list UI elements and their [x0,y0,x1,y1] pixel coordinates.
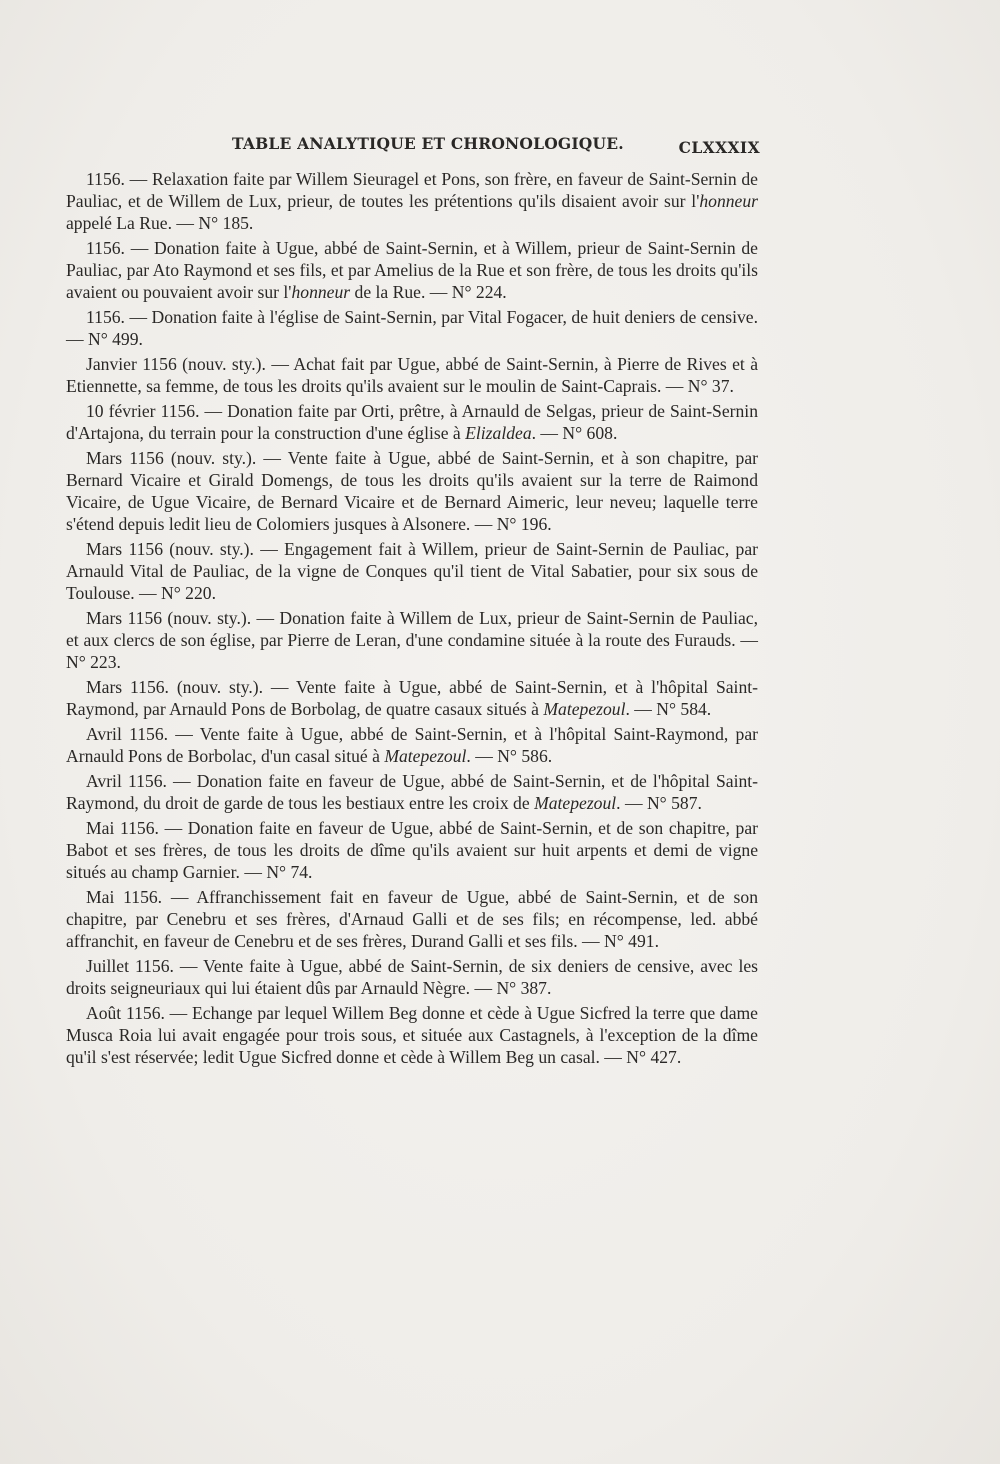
entry: Avril 1156. — Vente faite à Ugue, abbé de Saint-Sernin, et à l'hôpital Saint-Raymond, par Arnauld Pons de Borbolac, d'un casal situé à Matepezoul. — N° 586. [66,724,758,766]
entry: Août 1156. — Echange par lequel Willem Beg donne et cède à Ugue Sicfred la terre que dame Musca Roia lui avait engagée pour trois sous, et située aux Castagnels, à l'exception de la dîme qu'il s'est réservée; ledit Ugue Sicfred donne et cède à Willem Beg un casal. — N° 427. [66,1003,758,1067]
entry: Mai 1156. — Affranchissement fait en faveur de Ugue, abbé de Saint-Sernin, et de son chapitre, par Cenebru et ses frères, d'Arnaud Galli et de ses fils; en récompense, led. abbé affranchit, en faveur de Cenebru et de ses frères, Durand Galli et ses fils. — N° 491. [66,887,758,951]
entry: 1156. — Donation faite à Ugue, abbé de Saint-Sernin, et à Willem, prieur de Saint-Sernin de Pauliac, par Ato Raymond et ses fils, et par Amelius de la Rue et son frère, de tous les droits qu'ils avaient ou pouvaient avoir sur l'honneur de la Rue. — N° 224. [66,238,758,302]
entry: Mai 1156. — Donation faite en faveur de Ugue, abbé de Saint-Sernin, et de son chapitre, par Babot et ses frères, de tous les droits de dîme qu'ils avaient sur huit arpents et demi de vigne situés au champ Garnier. — N° 74. [66,818,758,882]
entry: Mars 1156 (nouv. sty.). — Vente faite à Ugue, abbé de Saint-Sernin, et à son chapitre, par Bernard Vicaire et Girald Domengs, de tous les droits qu'ils avaient sur la terre de Raimond Vicaire, de Ugue Vicaire, de Bernard Vicaire et de Bernard Aimeric, leur neveu; laquelle terre s'étend depuis ledit lieu de Colomiers jusques à Alsonere. — N° 196. [66,448,758,534]
entry: Janvier 1156 (nouv. sty.). — Achat fait par Ugue, abbé de Saint-Sernin, à Pierre de Rives et à Etiennette, sa femme, de tous les droits qu'ils avaient sur le moulin de Saint-Caprais. — N° 37. [66,354,758,396]
entry: Mars 1156 (nouv. sty.). — Engagement fait à Willem, prieur de Saint-Sernin de Pauliac, par Arnauld Vital de Pauliac, de la vigne de Conques qu'il tient de Vital Sabatier, pour six sous de Toulouse. — N° 220. [66,539,758,603]
page-number: CLXXXIX [678,138,760,157]
entry: Mars 1156 (nouv. sty.). — Donation faite à Willem de Lux, prieur de Saint-Sernin de Pauliac, et aux clercs de son église, par Pierre de Leran, d'une condamine située à la route des Furauds. — N° 223. [66,608,758,672]
running-title: TABLE ANALYTIQUE ET CHRONOLOGIQUE. [232,134,624,153]
entry: Mars 1156. (nouv. sty.). — Vente faite à Ugue, abbé de Saint-Sernin, et à l'hôpital Saint-Raymond, par Arnauld Pons de Borbolag, de quatre casaux situés à Matepezoul. — N° 584. [66,677,758,719]
entry: 1156. — Donation faite à l'église de Saint-Sernin, par Vital Fogacer, de huit deniers de censive. — N° 499. [66,307,758,349]
entry: Avril 1156. — Donation faite en faveur de Ugue, abbé de Saint-Sernin, et de l'hôpital Saint-Raymond, du droit de garde de tous les bestiaux entre les croix de Matepezoul. — N° 587. [66,771,758,813]
entry: 1156. — Relaxation faite par Willem Sieuragel et Pons, son frère, en faveur de Saint-Sernin de Pauliac, et de Willem de Lux, prieur, de toutes les prétentions qu'ils disaient avoir sur l'honneur appelé La Rue. — N° 185. [66,169,758,233]
entry: Juillet 1156. — Vente faite à Ugue, abbé de Saint-Sernin, de six deniers de censive, avec les droits seigneuriaux qui lui étaient dûs par Arnauld Nègre. — N° 387. [66,956,758,998]
page-header [232,134,760,162]
entries-list [66,168,758,1071]
entry: 10 février 1156. — Donation faite par Orti, prêtre, à Arnauld de Selgas, prieur de Saint-Sernin d'Artajona, du terrain pour la construction d'une église à Elizaldea. — N° 608. [66,401,758,443]
